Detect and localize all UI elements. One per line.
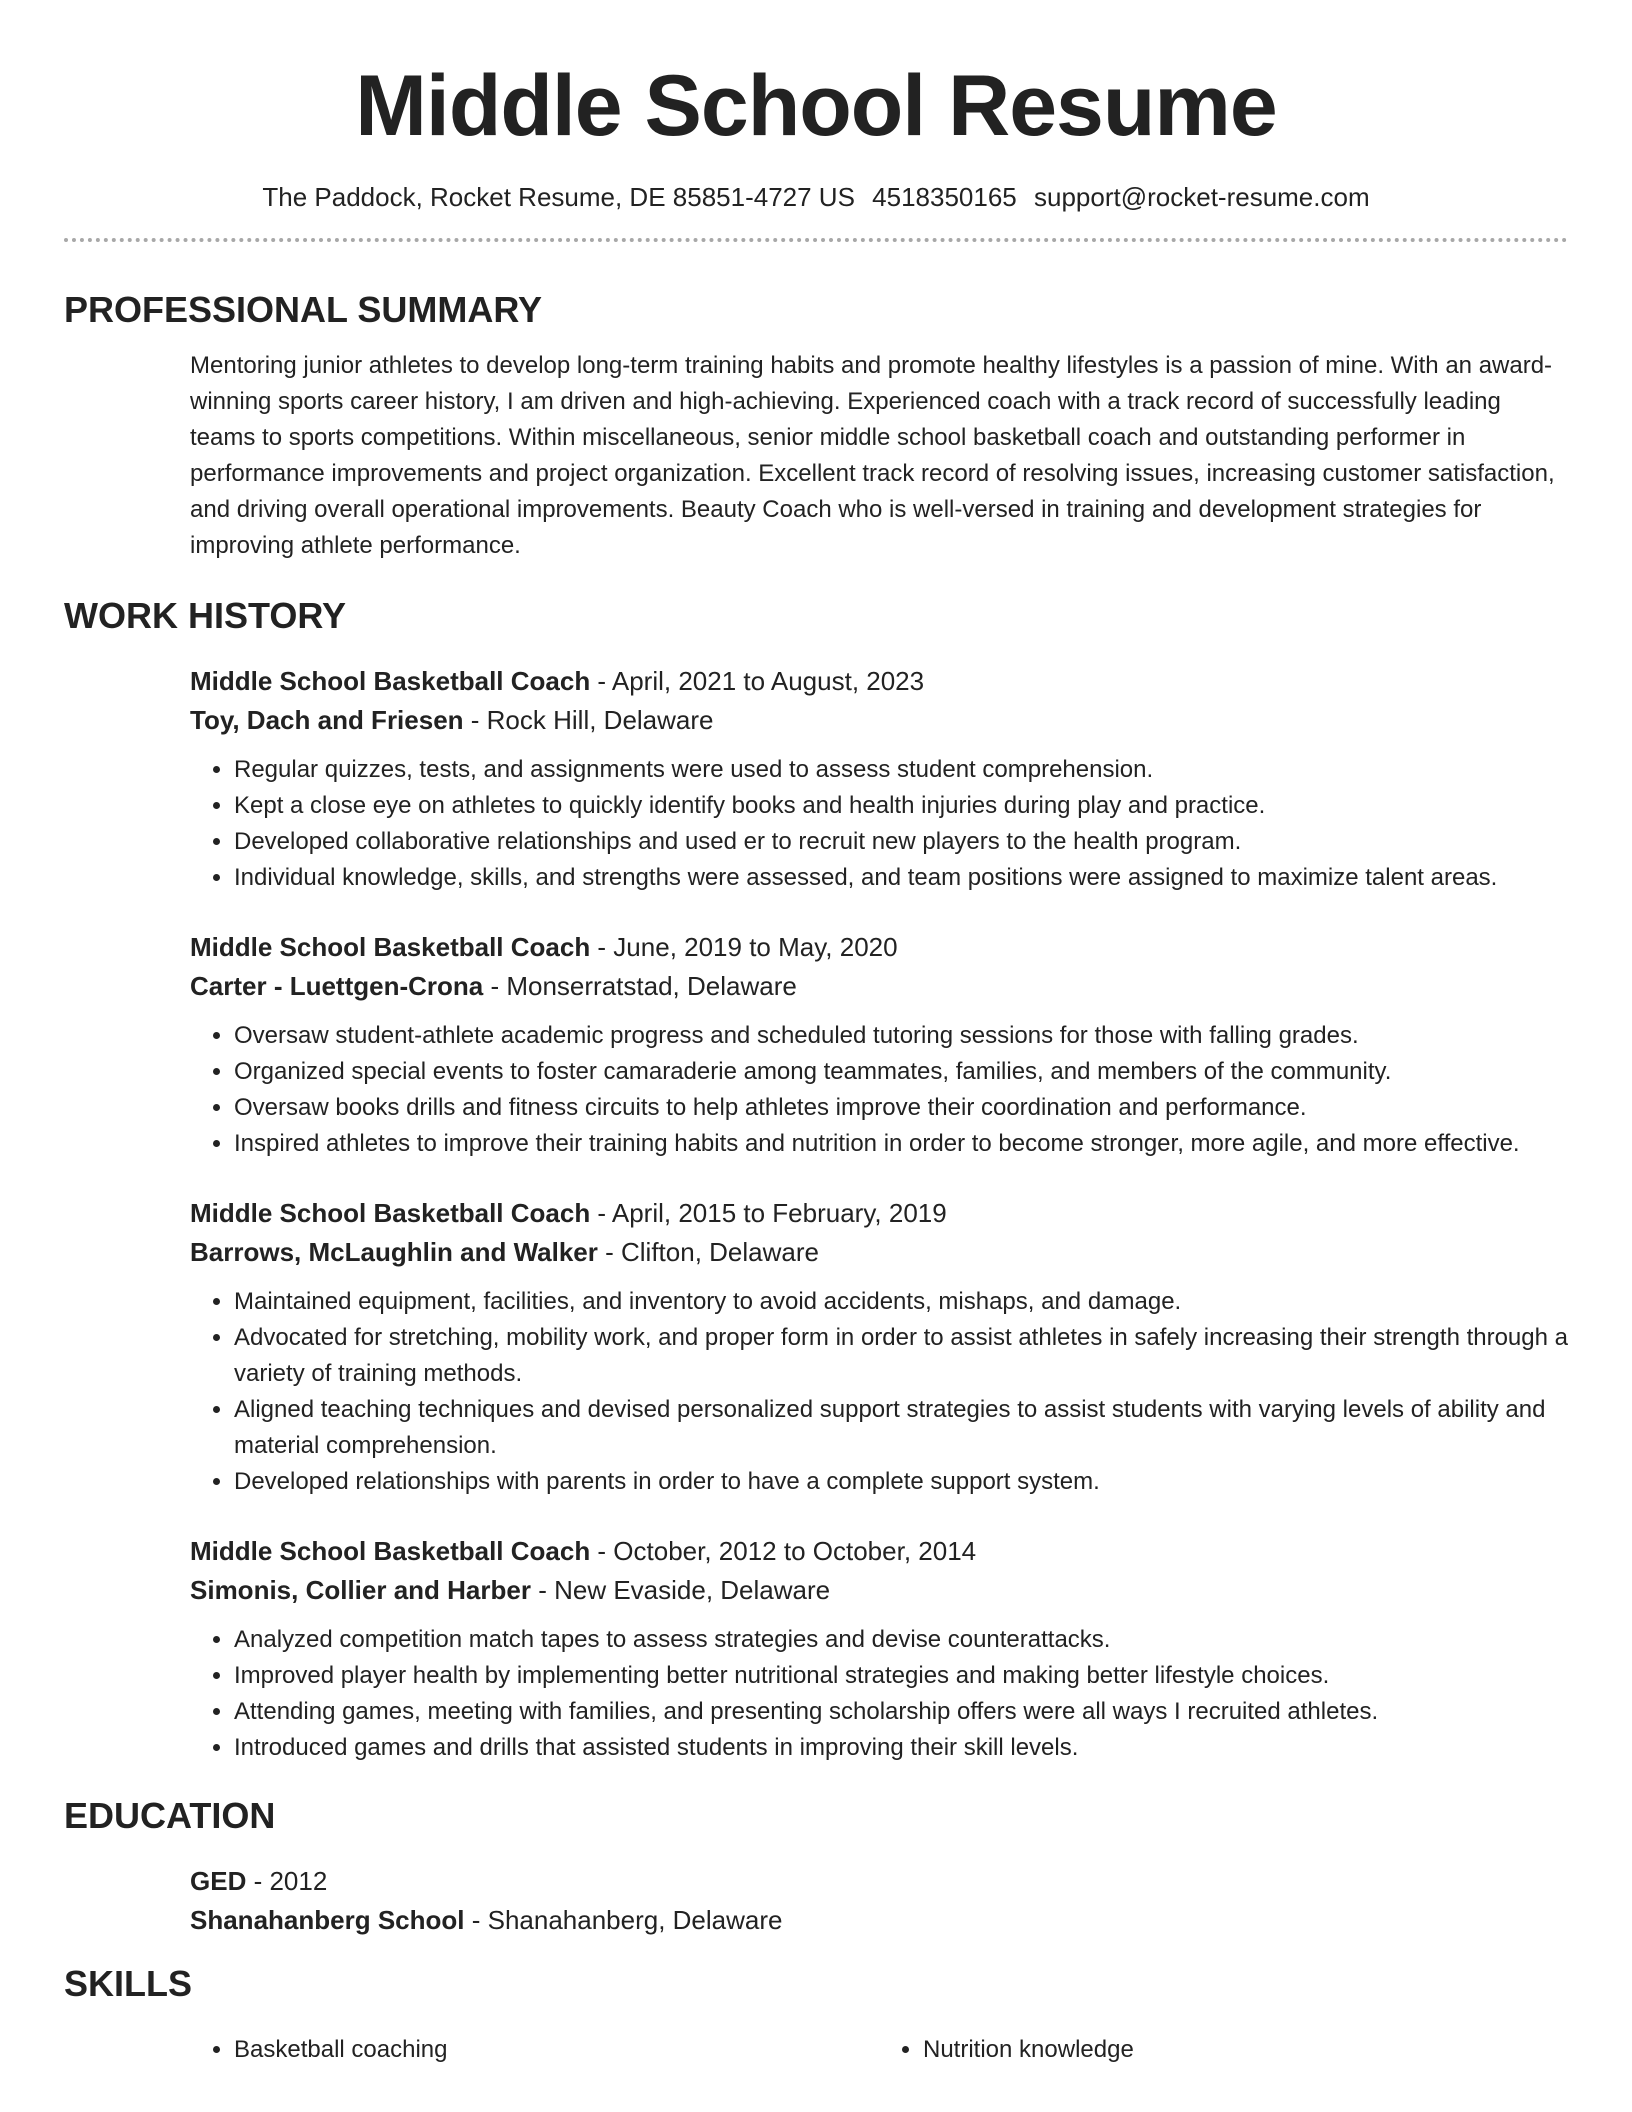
job-company-line xyxy=(190,701,1568,740)
education-location: - Shanahanberg, Delaware xyxy=(464,1905,783,1935)
list-item: • Maintained equipment, facilities, and inventory to avoid accidents, mishaps, and damage. xyxy=(234,1284,1568,1320)
job-role-line xyxy=(190,662,1568,701)
list-item: • Analyzed competition match tapes to assess strategies and devise counterattacks. xyxy=(234,1622,1568,1658)
job-dates: - October, 2012 to October, 2014 xyxy=(590,1536,977,1566)
job-company-line xyxy=(190,967,1568,1006)
work-history-heading: WORK HISTORY xyxy=(64,595,347,636)
job-role: Middle School Basketball Coach xyxy=(190,1536,591,1566)
job-company: Carter - Luettgen-Crona xyxy=(190,971,484,1001)
list-item: • Introduced games and drills that assisted students in improving their skill levels. xyxy=(234,1730,1568,1766)
job-dates: - April, 2021 to August, 2023 xyxy=(590,666,925,696)
contact-line xyxy=(64,180,1568,214)
list-item: • Aligned teaching techniques and devised personalized support strategies to assist students with varying levels of ability and material comprehension. xyxy=(234,1392,1568,1464)
address-text: The Paddock, Rocket Resume, DE 85851-4727 US xyxy=(262,182,855,212)
list-item: • Kept a close eye on athletes to quickly identify books and health injuries during play and practice. xyxy=(234,788,1568,824)
job-bullets xyxy=(190,752,1568,896)
skill-item: • Basketball coaching xyxy=(234,2032,879,2068)
skills-heading: SKILLS xyxy=(64,1963,193,2004)
job-location: - Monserratstad, Delaware xyxy=(483,971,797,1001)
list-item: • Regular quizzes, tests, and assignments were used to assess student comprehension. xyxy=(234,752,1568,788)
job-entry xyxy=(190,928,1568,1162)
education-school: Shanahanberg School xyxy=(190,1905,465,1935)
list-item: • Advocated for stretching, mobility work, and proper form in order to assist athletes in safely increasing their strength through a variety of training methods. xyxy=(234,1320,1568,1392)
job-dates: - June, 2019 to May, 2020 xyxy=(590,932,898,962)
job-role-line xyxy=(190,1194,1568,1233)
header-divider xyxy=(64,238,1568,242)
skills-list xyxy=(190,2032,1568,2068)
job-bullets xyxy=(190,1018,1568,1162)
skills-column-left xyxy=(190,2032,879,2068)
job-company: Simonis, Collier and Harber xyxy=(190,1575,531,1605)
skill-item: • Nutrition knowledge xyxy=(923,2032,1568,2068)
education-entry xyxy=(190,1862,1568,1940)
list-item: • Attending games, meeting with families, and presenting scholarship offers were all ways I recruited athletes. xyxy=(234,1694,1568,1730)
list-item: • Developed collaborative relationships and used er to recruit new players to the health program. xyxy=(234,824,1568,860)
education-school-line xyxy=(190,1901,1568,1940)
list-item: • Inspired athletes to improve their training habits and nutrition in order to become stronger, more agile, and more effective. xyxy=(234,1126,1568,1162)
resume-page xyxy=(64,0,1568,2068)
list-item: • Individual knowledge, skills, and strengths were assessed, and team positions were assigned to maximize talent areas. xyxy=(234,860,1568,896)
education-heading: EDUCATION xyxy=(64,1795,276,1836)
job-role-line xyxy=(190,928,1568,967)
list-item: • Improved player health by implementing better nutritional strategies and making better lifestyle choices. xyxy=(234,1658,1568,1694)
job-company-line xyxy=(190,1233,1568,1272)
job-bullets xyxy=(190,1284,1568,1500)
summary-text: Mentoring junior athletes to develop long-term training habits and promote healthy lifestyles is a passion of mine. With an award-winning sports career history, I am driven and high-achieving. Experienced coach with a track record of successfully leading teams to sports competitions. Within miscellaneous, senior middle school basketball coach and outstanding performer in performance improvements and project organization. Excellent track record of resolving issues, increasing customer satisfaction, and driving overall operational improvements. Beauty Coach who is well-versed in training and development strategies for improving athlete performance. xyxy=(190,352,1555,559)
list-item: • Developed relationships with parents in order to have a complete support system. xyxy=(234,1464,1568,1500)
education-degree-line xyxy=(190,1862,1568,1901)
job-location: - Clifton, Delaware xyxy=(597,1237,819,1267)
list-item: • Organized special events to foster camaraderie among teammates, families, and members of the community. xyxy=(234,1054,1568,1090)
education-year: - 2012 xyxy=(246,1866,328,1896)
job-location: - New Evaside, Delaware xyxy=(530,1575,831,1605)
job-company: Toy, Dach and Friesen xyxy=(190,705,464,735)
job-entry xyxy=(190,1194,1568,1500)
job-role: Middle School Basketball Coach xyxy=(190,1198,591,1228)
page-title: Middle School Resume xyxy=(355,58,1277,154)
list-item: • Oversaw student-athlete academic progress and scheduled tutoring sessions for those with falling grades. xyxy=(234,1018,1568,1054)
email-text: support@rocket-resume.com xyxy=(1034,182,1370,212)
list-item: • Oversaw books drills and fitness circuits to help athletes improve their coordination and performance. xyxy=(234,1090,1568,1126)
job-company-line xyxy=(190,1571,1568,1610)
skills-column-right xyxy=(879,2032,1568,2068)
work-history-list xyxy=(190,662,1568,1766)
job-dates: - April, 2015 to February, 2019 xyxy=(590,1198,947,1228)
education-degree: GED xyxy=(190,1866,247,1896)
job-entry xyxy=(190,1532,1568,1766)
job-role-line xyxy=(190,1532,1568,1571)
phone-text: 4518350165 xyxy=(872,182,1017,212)
job-company: Barrows, McLaughlin and Walker xyxy=(190,1237,598,1267)
summary-heading: PROFESSIONAL SUMMARY xyxy=(64,289,543,330)
job-entry xyxy=(190,662,1568,896)
job-role: Middle School Basketball Coach xyxy=(190,932,591,962)
job-location: - Rock Hill, Delaware xyxy=(463,705,714,735)
job-role: Middle School Basketball Coach xyxy=(190,666,591,696)
job-bullets xyxy=(190,1622,1568,1766)
